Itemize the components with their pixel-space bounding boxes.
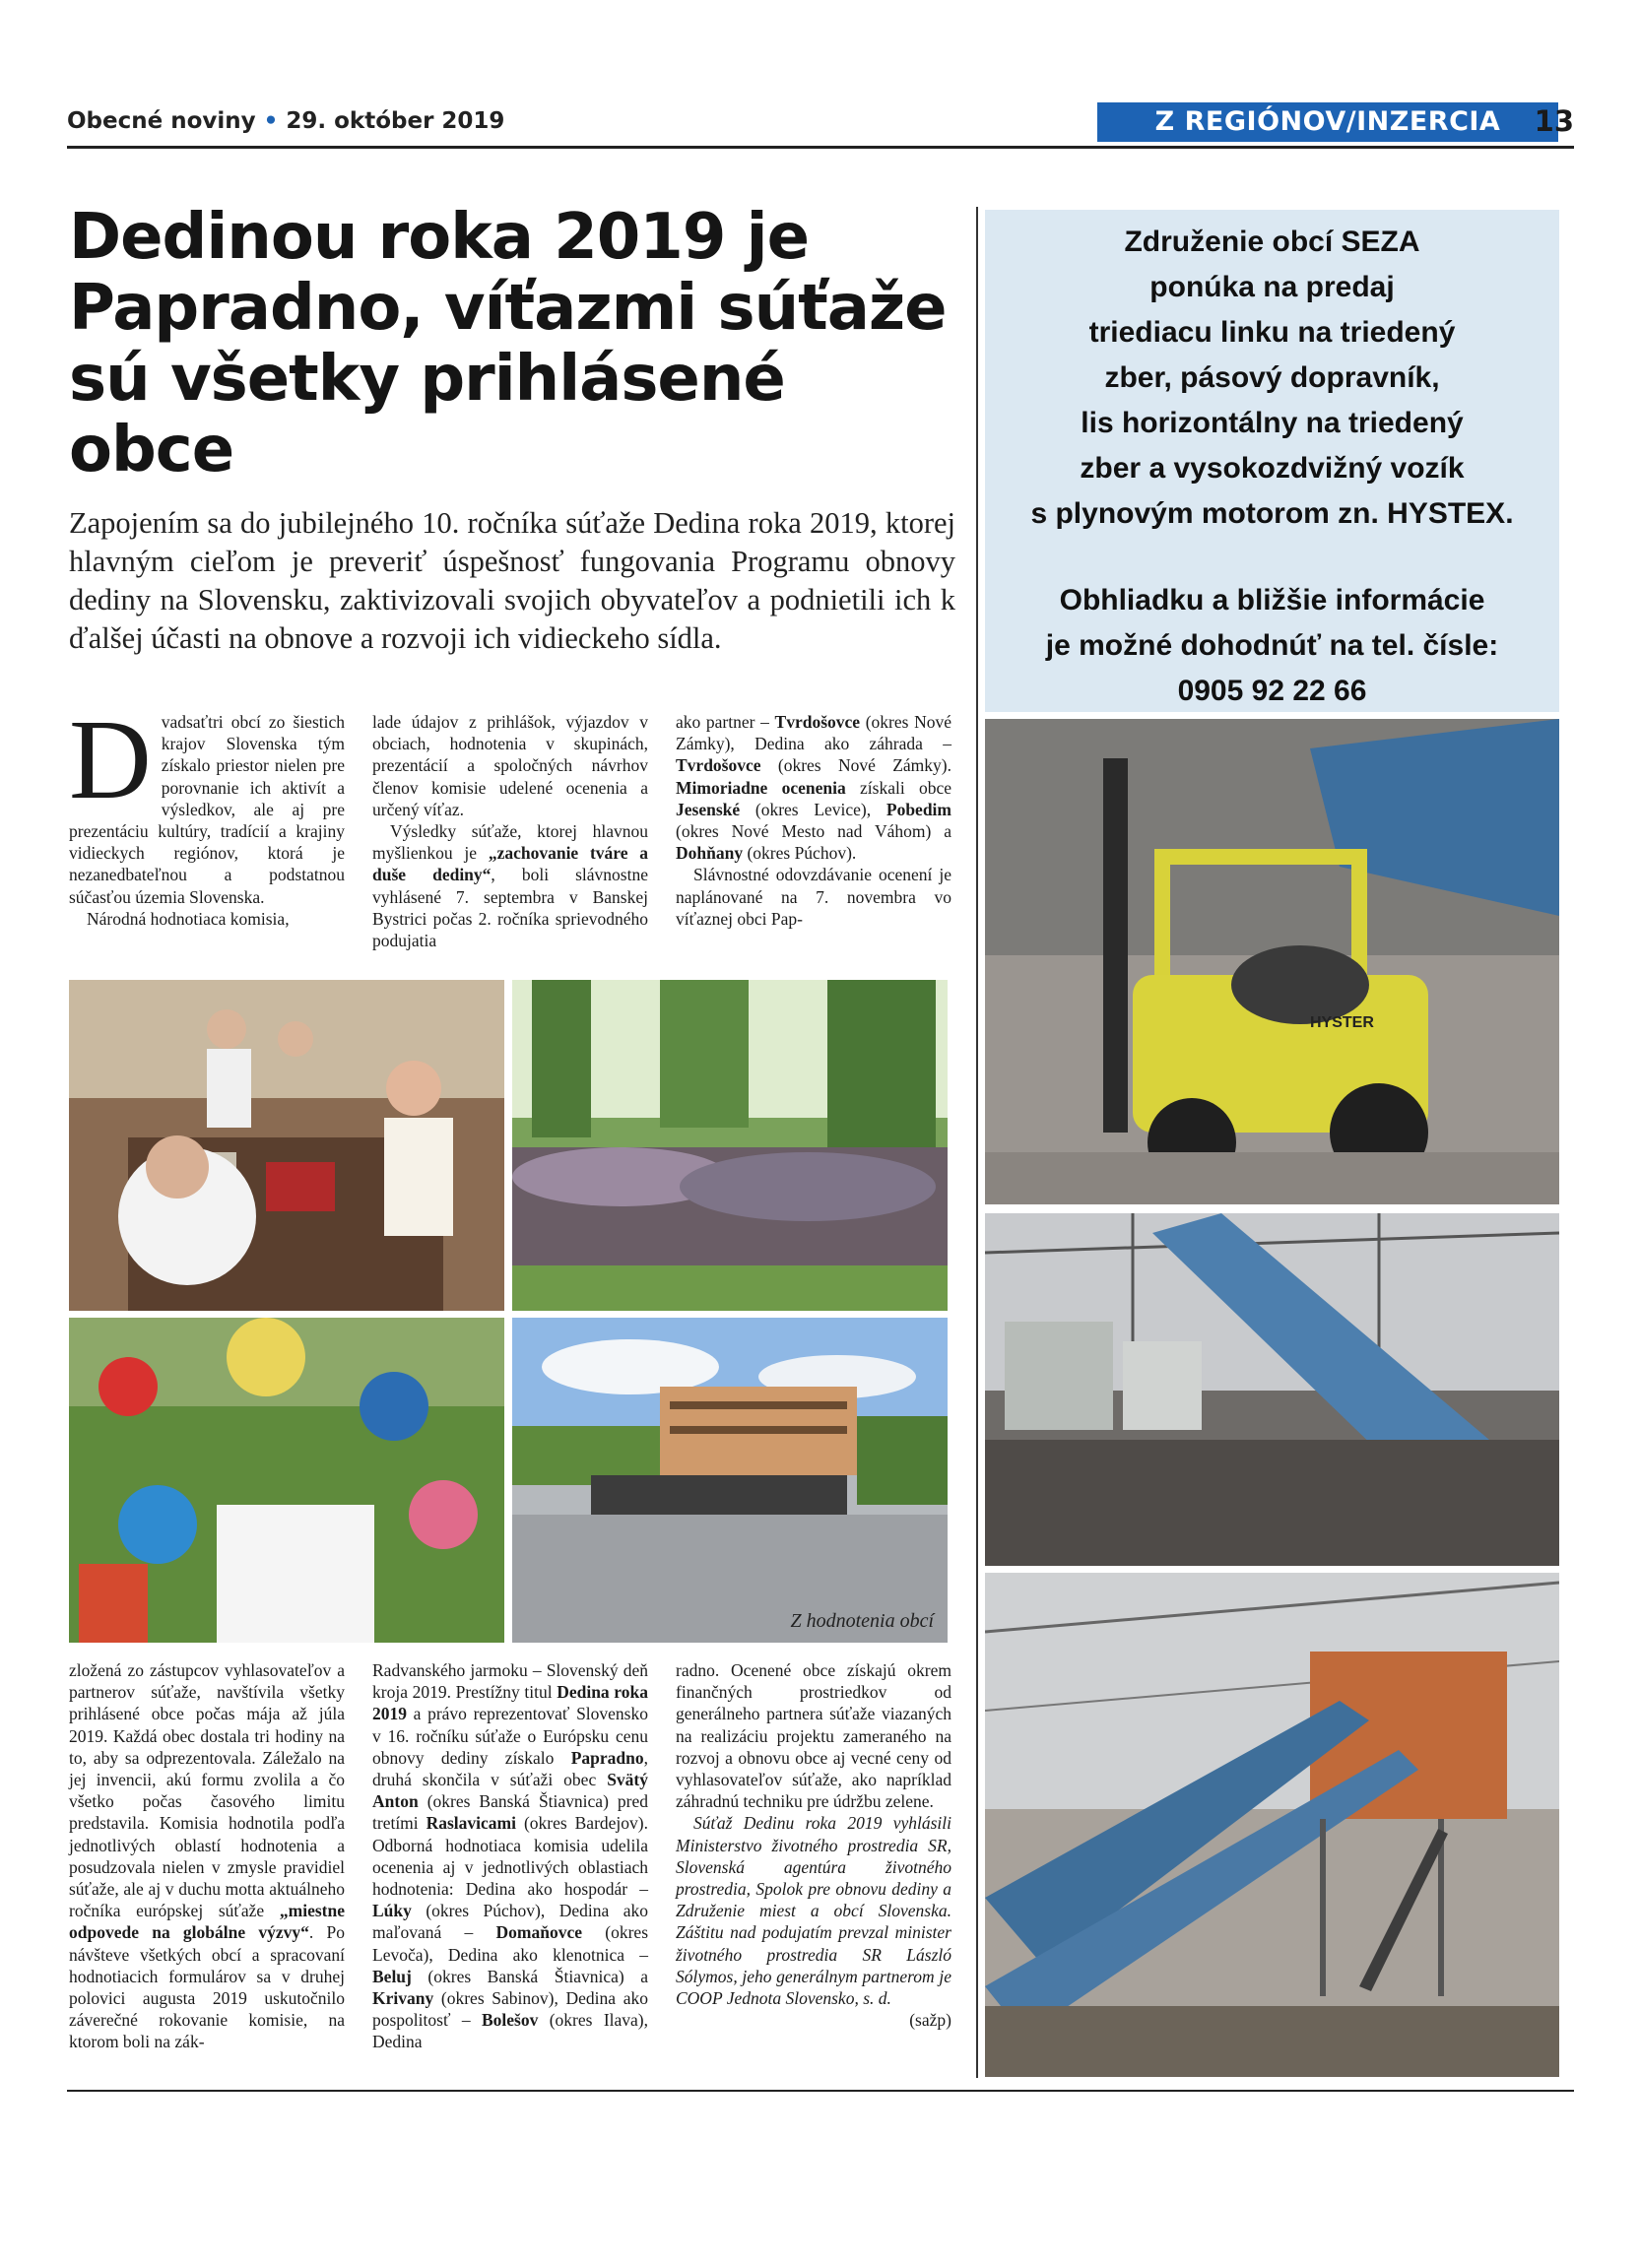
t: (okres Bardejov). Odborná hodnotiaca komisia udelila ocenenia aj v jednotlivých oblastiach hodnotenia: Dedina ako hospodár –	[372, 1813, 648, 1900]
b: Raslavicami	[426, 1813, 516, 1834]
ad-phone-number: 0905 92 22 66	[1177, 675, 1367, 707]
article-column-1-top	[69, 697, 345, 930]
ad-line: ponúka na predaj	[1149, 271, 1395, 303]
col2-text: Výsledky súťaže, ktorej hlavnou myšlienkou je	[372, 821, 648, 864]
t: (okres Púchov).	[743, 843, 857, 864]
t: . Po návšteve všetkých obcí a spracovaní hodnotiacich formulárov sa v druhej polovici augusta 2019 uskutočnilo záverečné rokovanie komisie, na ktorom boli na zák-	[69, 1922, 345, 2052]
t: (okres Púchov), Dedina ako maľovaná –	[372, 1901, 648, 1943]
article-lead: Zapojením sa do jubilejného 10. ročníka súťaže Dedina roka 2019, ktorej hlavným cieľom je preveriť úspešnosť fungovania Programu obnovy dediny na Slovensku, zaktivizovali svojich obyvateľov a podnietili ich k ďalšej účasti na obnove a rozvoji ich vidieckeho sídla.	[69, 506, 955, 655]
t: (okres Levice),	[740, 799, 886, 819]
publication-name: Obecné noviny	[67, 108, 256, 134]
t: získali obce	[845, 777, 952, 798]
t: (okres Nové Zámky), Dedina ako záhrada –	[676, 712, 952, 754]
b: Tvrdošovce	[676, 755, 761, 776]
col3-bottom-credits: Súťaž Dedinu roka 2019 vyhlásili Ministerstvo životného prostredia SR, Slovenská agentúra životného prostredia, Spolok pre obnovu dediny a Združenie miest a obcí Slovenska. Záštitu nad podujatím prevzal minister životného prostredia SR László Sólymos, jeho generálnym partnerom je COOP Jednota Slovensko, s. d.	[676, 1813, 951, 2009]
separator-dot: •	[263, 108, 279, 134]
t: Radvanského jarmoku – Slovenský deň kroja 2019. Prestížny titul	[372, 1660, 648, 1703]
ad-contact-text	[985, 578, 1559, 714]
footer-rule	[67, 2090, 1574, 2092]
photo-outdoor-audience	[512, 980, 948, 1311]
ad-line: s plynovým motorom zn. HYSTEX.	[1030, 497, 1514, 530]
col3-top-text-2: Slávnostné odovzdávanie ocenení je naplánované na 7. novembra vo víťaznej obci Pap-	[676, 865, 951, 929]
b: Pobedim	[886, 799, 951, 819]
col1-top-text-2: Národná hodnotiaca komisia,	[87, 908, 290, 929]
b: Mimoriadne ocenenia	[676, 777, 846, 798]
issue-date: 29. október 2019	[286, 108, 505, 134]
col2-text-cont: , boli slávnostne vyhlásené 7. septembra v Banskej Bystrici počas 2. ročníka sprievodného podujatia	[372, 865, 648, 951]
col3-bottom-text: radno. Ocenené obce získajú okrem finančných prostriedkov od generálneho partnera súťaže viazaných na realizáciu projektu zameraného na rozvoj a obnovu obce aj vecné ceny od vyhlasovateľov súťaže, ako napríklad záhradnú techniku pre údržbu zelene.	[676, 1660, 951, 1812]
t: ako partner –	[676, 712, 775, 732]
b: Dedina roka 2019	[372, 1682, 648, 1724]
b: Svätý Anton	[372, 1770, 648, 1812]
header-rule	[67, 146, 1574, 149]
t: , druhá skončila v súťaži obec	[372, 1747, 648, 1790]
ad-line: zber, pásový dopravník,	[1104, 361, 1440, 394]
article-column-2-bottom	[372, 1659, 648, 2053]
author-signature: (sažp)	[909, 2010, 951, 2031]
article-headline: Dedinou roka 2019 je Papradno, víťazmi súťaže sú všetky prihlásené obce	[69, 201, 947, 486]
motto-bold: „zachovanie tváre a duše dediny“	[372, 843, 648, 885]
advertisement-box	[985, 210, 1559, 712]
t: zložená zo zástupcov vyhlasovateľov a partnerov súťaže, navštívila všetky prihlásené obce počas mája až júla 2019. Každá obec dostala tri hodiny na to, aby sa odprezentovala. Záležalo na jej invencii, akú formu zvolila a čo všetko počas časového limitu predstavila. Komisia hodnotila podľa jednotlivých oblastí hodnotenia a posudzovala nielen v zmysle pravidiel súťaže, ale aj v duchu motta aktuálneho ročníka európskej súťaže	[69, 1660, 345, 1921]
column-divider	[976, 207, 978, 2078]
t: a právo reprezentovať Slovensko v 16. ročníku súťaže o Európsku cenu obnovy dediny získalo	[372, 1704, 648, 1768]
col2-top-text: lade údajov z prihlášok, výjazdov v obciach, hodnotenia v skupinách, prezentácií a spoločných návrhov členov komisie udelené ocenenia a určený víťaz.	[372, 712, 648, 819]
ad-line: je možné dohodnúť na tel. čísle:	[1045, 629, 1499, 662]
t: (okres Banská Štiavnica) pred tretími	[372, 1791, 648, 1834]
b: Jesenské	[676, 799, 741, 819]
photo-exhibition	[69, 980, 504, 1311]
page-number: 13	[1534, 104, 1574, 138]
t: (okres Ilava), Dedina	[372, 2010, 648, 2052]
t: (okres Banská Štiavnica) a	[411, 1966, 648, 1986]
publication-line	[67, 108, 504, 134]
page-header	[67, 104, 1574, 148]
section-tag: Z REGIÓNOV/INZERCIA	[1097, 102, 1558, 142]
article-column-3-top	[676, 711, 951, 930]
article-column-3-bottom	[676, 1659, 951, 2031]
ad-offer-text	[985, 220, 1559, 537]
ad-line: zber a vysokozdvižný vozík	[1080, 452, 1465, 485]
b: Bolešov	[481, 2010, 539, 2031]
ad-line: Obhliadku a bližšie informácie	[1059, 584, 1485, 616]
photo-conveyor	[985, 1213, 1559, 1566]
ad-line: triediacu linku na triedený	[1088, 316, 1456, 349]
b: Tvrdošovce	[774, 712, 861, 732]
b: „miestne odpovede na globálne výzvy“	[69, 1901, 345, 1943]
photo-children	[69, 1318, 504, 1643]
article-column-1-bottom	[69, 1659, 345, 2053]
photo-caption: Z hodnotenia obcí	[790, 1610, 934, 1632]
article-column-2-top	[372, 711, 648, 951]
b: Lúky	[372, 1901, 412, 1921]
b: Dohňany	[676, 843, 744, 864]
b: Krivany	[372, 1988, 434, 2009]
photo-street-parade	[512, 1318, 948, 1643]
b: Papradno	[570, 1747, 644, 1768]
t: (okres Sabinov), Dedina ako pospolitosť –	[372, 1988, 648, 2031]
t: (okres Levoča), Dedina ako klenotnica –	[372, 1922, 648, 1965]
b: Domaňovce	[495, 1922, 583, 1943]
photo-conveyor-structure	[985, 1573, 1559, 2077]
ad-line: Združenie obcí SEZA	[1124, 226, 1420, 258]
t: (okres Nové Zámky).	[760, 755, 951, 776]
t: (okres Nové Mesto nad Váhom) a	[676, 821, 951, 842]
drop-cap: D	[69, 697, 152, 823]
photo-forklift	[985, 719, 1559, 1204]
forklift-brand-label: HYSTER	[1310, 1014, 1374, 1031]
ad-line: lis horizontálny na triedený	[1081, 407, 1464, 439]
col1-top-text: vadsaťtri obcí zo šiestich krajov Slovenska tým získalo priestor nielen pre porovnanie ich aktivít a výsledkov, ale aj pre prezentáciu kultúry, tradícií a krajiny vidieckych regiónov, ktorá je nezanedbateľnou a podstatnou súčasťou územia Slovenska.	[69, 712, 345, 907]
b: Beluj	[372, 1966, 412, 1986]
